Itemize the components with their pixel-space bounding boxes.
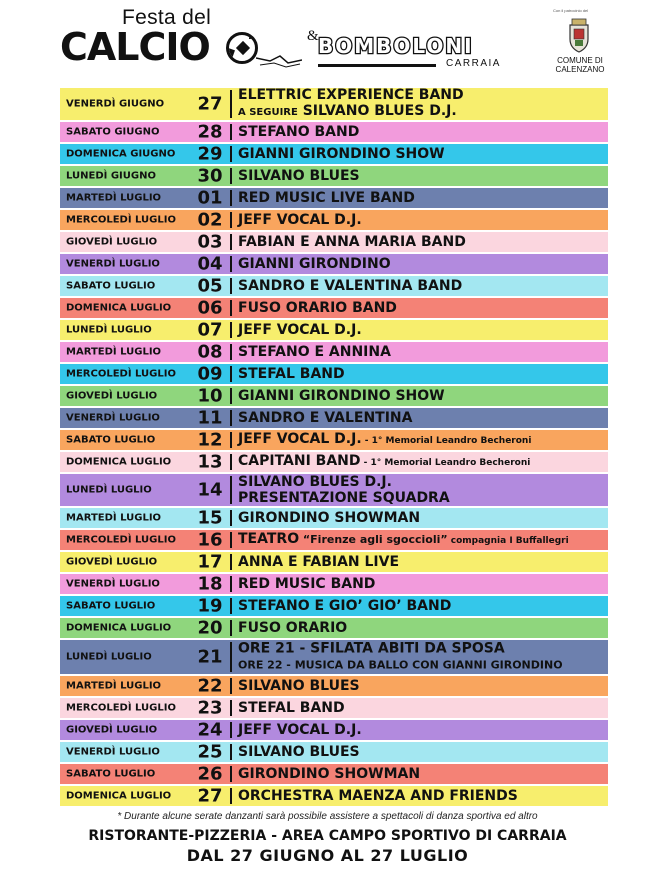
event-line: [238, 766, 420, 782]
schedule-row: [60, 188, 608, 208]
row-event: [238, 531, 569, 549]
event-title: SILVANO BLUES: [238, 678, 360, 694]
row-event: [238, 474, 450, 506]
row-divider: [230, 278, 232, 294]
row-divider: [230, 510, 232, 526]
row-day: MARTEDÌ LUGLIO: [66, 346, 162, 358]
row-divider: [230, 344, 232, 360]
row-day: SABATO LUGLIO: [66, 768, 156, 780]
row-day: GIOVEDÌ LUGLIO: [66, 390, 158, 402]
row-day: LUNEDÌ LUGLIO: [66, 484, 152, 496]
event-prefix: A SEGUIRE: [238, 107, 298, 118]
event-line: [238, 490, 450, 506]
event-line: [238, 700, 345, 716]
event-line: [238, 410, 412, 426]
row-day: SABATO LUGLIO: [66, 600, 156, 612]
row-date-number: 14: [197, 479, 223, 501]
row-event: [238, 190, 415, 206]
row-date-number: 15: [197, 507, 223, 529]
dates-line: DAL 27 GIUGNO AL 27 LUGLIO: [186, 846, 469, 865]
event-title: JEFF VOCAL D.J.: [238, 431, 362, 447]
row-event: [238, 256, 391, 272]
row-event: [238, 554, 399, 570]
row-date-number: 22: [197, 675, 223, 697]
row-date-number: 18: [197, 573, 223, 595]
schedule-row: [60, 342, 608, 362]
event-title: ANNA E FABIAN LIVE: [238, 554, 400, 570]
comune-crest-icon: [566, 17, 592, 53]
row-date-number: 21: [197, 646, 223, 668]
event-subtitle: ORE 22 - MUSICA DA BALLO CON GIANNI GIRONDINO: [238, 658, 563, 672]
event-title: SILVANO BLUES: [238, 744, 360, 760]
row-date-number: 27: [197, 93, 223, 115]
event-title: JEFF VOCAL D.J.: [238, 322, 362, 338]
event-title: ELETTRIC EXPERIENCE BAND: [238, 87, 464, 103]
event-line: [238, 431, 531, 449]
row-divider: [230, 576, 232, 592]
row-day: DOMENICA LUGLIO: [66, 790, 172, 802]
event-line: [238, 576, 375, 592]
row-divider: [230, 366, 232, 382]
row-divider: [230, 410, 232, 426]
row-divider: [230, 788, 232, 804]
row-date-number: 04: [197, 253, 223, 275]
row-event: [238, 168, 360, 184]
schedule-row: [60, 552, 608, 572]
patrocinio-label: Con il patrocinio del: [553, 8, 589, 13]
event-line: [238, 366, 345, 382]
event-title: GIRONDINO SHOWMAN: [238, 510, 421, 526]
row-day: GIOVEDÌ LUGLIO: [66, 236, 158, 248]
event-line: [238, 87, 464, 103]
schedule-row: [60, 430, 608, 450]
row-date-number: 09: [197, 363, 223, 385]
event-line: [238, 620, 347, 636]
schedule-row: [60, 386, 608, 406]
row-divider: [230, 322, 232, 338]
schedule-row: [60, 320, 608, 340]
schedule-row: [60, 122, 608, 142]
row-date-number: 16: [197, 529, 223, 551]
football-icon: [226, 32, 258, 64]
event-title: SILVANO BLUES: [238, 168, 360, 184]
event-title: FUSO ORARIO: [238, 620, 348, 636]
event-line: [238, 190, 415, 206]
row-divider: [230, 454, 232, 470]
event-title: GIANNI GIRONDINO SHOW: [238, 146, 445, 162]
row-divider: [230, 168, 232, 184]
event-line: [238, 103, 464, 121]
event-title: ORE 21 - SFILATA ABITI DA SPOSA: [238, 640, 505, 657]
row-event: [238, 344, 391, 360]
schedule-row: [60, 640, 608, 674]
row-day: SABATO LUGLIO: [66, 434, 156, 446]
schedule-row: [60, 574, 608, 594]
row-day: MARTEDÌ LUGLIO: [66, 192, 162, 204]
event-extra: compagnia I Buffallegri: [447, 536, 569, 546]
event-line: [238, 657, 563, 674]
row-date-number: 17: [197, 551, 223, 573]
event-line: [238, 124, 359, 140]
event-title: JEFF VOCAL D.J.: [238, 212, 362, 228]
row-day: LUNEDÌ LUGLIO: [66, 651, 152, 663]
schedule-row: [60, 676, 608, 696]
row-date-number: 01: [197, 187, 223, 209]
row-date-number: 13: [197, 451, 223, 473]
event-line: [238, 234, 466, 250]
event-title: ORCHESTRA MAENZA AND FRIENDS: [238, 788, 518, 804]
row-divider: [230, 146, 232, 162]
calcio-title: CALCIO: [60, 25, 210, 69]
row-divider: [230, 700, 232, 716]
row-day: MERCOLEDÌ LUGLIO: [66, 534, 176, 546]
event-title: FUSO ORARIO BAND: [238, 300, 397, 316]
event-line: [238, 510, 420, 526]
event-title: TEATRO: [238, 531, 300, 547]
event-line: [238, 531, 569, 549]
row-date-number: 10: [197, 385, 223, 407]
row-day: GIOVEDÌ LUGLIO: [66, 556, 158, 568]
row-event: [238, 576, 375, 592]
row-day: DOMENICA GIUGNO: [66, 148, 176, 160]
row-date-number: 26: [197, 763, 223, 785]
row-day: LUNEDÌ LUGLIO: [66, 324, 152, 336]
event-line: [238, 278, 462, 294]
event-extra: - 1° Memorial Leandro Becheroni: [360, 458, 531, 468]
row-day: VENERDÌ LUGLIO: [66, 578, 160, 590]
schedule-row: [60, 596, 608, 616]
row-date-number: 19: [197, 595, 223, 617]
row-date-number: 27: [197, 785, 223, 807]
event-title: GIANNI GIRONDINO: [238, 256, 391, 272]
festa-title: Festa del: [122, 6, 212, 29]
row-event: [238, 366, 345, 382]
row-divider: [230, 554, 232, 570]
schedule-row: [60, 276, 608, 296]
event-line: [238, 300, 397, 316]
event-line: [238, 554, 399, 570]
row-date-number: 12: [197, 429, 223, 451]
row-event: [238, 678, 360, 694]
row-divider: [230, 620, 232, 636]
event-title: STEFAL BAND: [238, 700, 345, 716]
row-event: [238, 322, 362, 338]
row-divider: [230, 256, 232, 272]
schedule-row: [60, 742, 608, 762]
schedule-row: [60, 508, 608, 528]
row-date-number: 25: [197, 741, 223, 763]
row-event: [238, 87, 464, 121]
bomboloni-logo: BOMBOLONI: [318, 34, 474, 58]
row-date-number: 28: [197, 121, 223, 143]
row-day: VENERDÌ LUGLIO: [66, 746, 160, 758]
row-day: VENERDÌ LUGLIO: [66, 412, 160, 424]
event-line: [238, 722, 362, 738]
row-event: [238, 388, 445, 404]
row-divider: [230, 388, 232, 404]
event-subtitle: SILVANO BLUES D.J.: [302, 103, 457, 119]
row-event: [238, 766, 420, 782]
event-line: [238, 168, 360, 184]
schedule-row: [60, 474, 608, 506]
row-divider: [230, 642, 232, 672]
header: [0, 0, 655, 82]
event-subtitle: PRESENTAZIONE SQUADRA: [238, 490, 450, 506]
comune-name: CALENZANO: [555, 65, 605, 74]
row-date-number: 02: [197, 209, 223, 231]
event-line: [238, 474, 450, 490]
row-day: SABATO LUGLIO: [66, 280, 156, 292]
event-title: JEFF VOCAL D.J.: [238, 722, 362, 738]
event-line: [238, 256, 391, 272]
row-event: [238, 620, 347, 636]
schedule-row: [60, 786, 608, 806]
row-date-number: 08: [197, 341, 223, 363]
row-event: [238, 453, 530, 471]
row-day: MERCOLEDÌ LUGLIO: [66, 702, 176, 714]
row-date-number: 11: [197, 407, 223, 429]
event-title: SANDRO E VALENTINA: [238, 410, 413, 426]
row-divider: [230, 190, 232, 206]
row-event: [238, 788, 518, 804]
event-title: STEFANO E ANNINA: [238, 344, 391, 360]
row-event: [238, 300, 397, 316]
event-extra: - 1° Memorial Leandro Becheroni: [361, 436, 532, 446]
schedule-row: [60, 232, 608, 252]
event-quote: “Firenze agli sgoccioli”: [299, 533, 448, 546]
row-event: [238, 278, 462, 294]
event-line: [238, 788, 518, 804]
event-title: SILVANO BLUES D.J.: [238, 474, 392, 490]
row-event: [238, 410, 412, 426]
schedule-row: [60, 88, 608, 120]
schedule-row: [60, 408, 608, 428]
schedule-row: [60, 364, 608, 384]
row-day: DOMENICA LUGLIO: [66, 456, 172, 468]
schedule-row: [60, 254, 608, 274]
row-date-number: 30: [197, 165, 223, 187]
schedule-row: [60, 452, 608, 472]
row-divider: [230, 432, 232, 448]
row-day: LUNEDÌ GIUGNO: [66, 170, 156, 182]
footnote: * Durante alcune serate danzanti sarà possibile assistere a spettacoli di danza sportiva ed altro: [117, 811, 538, 822]
row-day: GIOVEDÌ LUGLIO: [66, 724, 158, 736]
row-divider: [230, 476, 232, 504]
row-date-number: 29: [197, 143, 223, 165]
event-line: [238, 212, 362, 228]
row-day: VENERDÌ GIUGNO: [66, 98, 165, 110]
schedule-row: [60, 144, 608, 164]
row-date-number: 05: [197, 275, 223, 297]
schedule-row: [60, 764, 608, 784]
row-divider: [230, 234, 232, 250]
row-date-number: 23: [197, 697, 223, 719]
event-title: RED MUSIC LIVE BAND: [238, 190, 415, 206]
schedule-row: [60, 698, 608, 718]
row-event: [238, 212, 362, 228]
event-line: [238, 344, 391, 360]
event-title: FABIAN E ANNA MARIA BAND: [238, 234, 466, 250]
event-line: [238, 744, 360, 760]
row-date-number: 07: [197, 319, 223, 341]
row-day: DOMENICA LUGLIO: [66, 302, 172, 314]
event-line: [238, 641, 563, 657]
row-day: MERCOLEDÌ LUGLIO: [66, 214, 176, 226]
row-event: [238, 510, 420, 526]
row-date-number: 06: [197, 297, 223, 319]
event-title: GIRONDINO SHOWMAN: [238, 766, 421, 782]
row-divider: [230, 212, 232, 228]
event-title: SANDRO E VALENTINA BAND: [238, 278, 463, 294]
schedule-row: [60, 210, 608, 230]
row-day: SABATO GIUGNO: [66, 126, 160, 138]
row-event: [238, 722, 362, 738]
event-line: [238, 388, 445, 404]
event-line: [238, 322, 362, 338]
row-day: MARTEDÌ LUGLIO: [66, 512, 162, 524]
schedule-row: [60, 720, 608, 740]
row-divider: [230, 124, 232, 140]
venue-line: RISTORANTE-PIZZERIA - AREA CAMPO SPORTIVO DI CARRAIA: [88, 828, 567, 844]
event-line: [238, 453, 530, 471]
event-line: [238, 146, 445, 162]
row-event: [238, 598, 451, 614]
row-divider: [230, 678, 232, 694]
schedule-row: [60, 166, 608, 186]
event-title: GIANNI GIRONDINO SHOW: [238, 388, 445, 404]
ampersand: &: [307, 28, 319, 44]
schedule-row: [60, 530, 608, 550]
row-divider: [230, 532, 232, 548]
schedule-row: [60, 618, 608, 638]
row-date-number: 20: [197, 617, 223, 639]
event-title: STEFAL BAND: [238, 366, 345, 382]
row-event: [238, 234, 466, 250]
row-date-number: 03: [197, 231, 223, 253]
schedule-row: [60, 298, 608, 318]
motion-streak-icon: [256, 54, 302, 68]
row-divider: [230, 722, 232, 738]
event-line: [238, 598, 451, 614]
row-divider: [230, 766, 232, 782]
event-title: RED MUSIC BAND: [238, 576, 376, 592]
row-divider: [230, 300, 232, 316]
event-title: CAPITANI BAND: [238, 453, 361, 469]
event-line: [238, 678, 360, 694]
logo-underline: [318, 64, 436, 67]
row-event: [238, 744, 360, 760]
row-event: [238, 700, 345, 716]
comune-label: [550, 56, 610, 74]
row-divider: [230, 90, 232, 118]
carraia-label: CARRAIA: [446, 58, 501, 69]
row-event: [238, 146, 445, 162]
comune-prefix: COMUNE DI: [557, 56, 603, 65]
event-title: STEFANO BAND: [238, 124, 360, 140]
row-day: MERCOLEDÌ LUGLIO: [66, 368, 176, 380]
row-date-number: 24: [197, 719, 223, 741]
row-day: VENERDÌ LUGLIO: [66, 258, 160, 270]
event-title: STEFANO E GIO’ GIO’ BAND: [238, 598, 452, 614]
row-day: MARTEDÌ LUGLIO: [66, 680, 162, 692]
row-event: [238, 124, 359, 140]
row-divider: [230, 598, 232, 614]
row-event: [238, 641, 563, 674]
row-divider: [230, 744, 232, 760]
row-day: DOMENICA LUGLIO: [66, 622, 172, 634]
row-event: [238, 431, 531, 449]
